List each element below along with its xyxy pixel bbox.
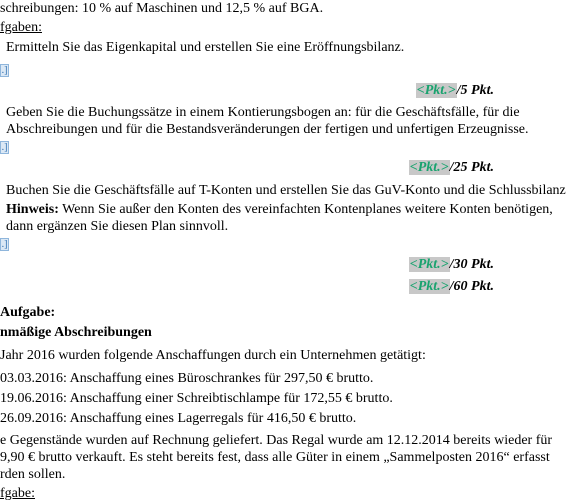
purchase-item-3: 26.09.2016: Anschaffung eines Lagerregals für 416,50 € brutto. [0, 411, 357, 426]
hint-line-2: dann ergänzen Sie diesen Plan sinnvoll. [6, 219, 229, 234]
placeholder-box-3: .] [1, 239, 8, 250]
placeholder-box-1: .] [1, 65, 8, 76]
points-value: /60 Pkt. [449, 279, 494, 294]
hint-line-1 [6, 202, 553, 218]
task-1-text: Ermitteln Sie das Eigenkapital und erstellen Sie eine Eröffnungsbilanz. [6, 40, 405, 55]
text-line-abschreibungen: schreibungen: 10 % auf Maschinen und 12,5 % auf BGA. [0, 1, 324, 16]
paragraph-line-1: e Gegenstände wurden auf Rechnung geliefert. Das Regal wurde am 12.12.2014 bereits wieder für [0, 433, 553, 448]
points-tag: <Pkt.> [409, 160, 449, 175]
points-tag: <Pkt.> [409, 279, 449, 294]
task-2-text-line-1: Geben Sie die Buchungssätze in einem Kontierungsbogen an: für die Geschäftsfälle, für die [6, 105, 520, 120]
task-2-text-line-2: Abschreibungen und für die Bestandsveränderungen der fertigen und unfertigen Erzeugnisse. [6, 122, 529, 137]
purchase-item-1: 03.03.2016: Anschaffung eines Büroschrankes für 297,50 € brutto. [0, 371, 374, 386]
points-line-1 [416, 83, 494, 99]
heading-aufgabe-bottom: fgabe: [0, 486, 35, 501]
purchase-item-2: 19.06.2016: Anschaffung einer Schreibtischlampe für 172,55 € brutto. [0, 391, 393, 406]
points-line-2 [409, 160, 494, 176]
intro-text: Jahr 2016 wurden folgende Anschaffungen durch ein Unternehmen getätigt: [0, 348, 426, 363]
task-3-text: Buchen Sie die Geschäftsfälle auf T-Konten und erstellen Sie das GuV-Konto und die Schlussbilanz [6, 183, 566, 198]
hint-label: Hinweis: [6, 202, 59, 217]
heading-aufgabe: Aufgabe: [0, 305, 56, 320]
points-value: /30 Pkt. [449, 257, 494, 272]
hint-text: Wenn Sie außer den Konten des vereinfachten Kontenplanes weitere Konten benötigen, [58, 202, 553, 217]
paragraph-line-2: 9,90 € brutto verkauft. Es steht bereits fest, dass alle Güter in einem „Sammelposten 2016“ erfasst [0, 450, 550, 465]
points-line-3 [409, 257, 494, 273]
points-value: /25 Pkt. [449, 160, 494, 175]
points-value: /5 Pkt. [456, 83, 494, 98]
points-line-4 [409, 279, 494, 295]
paragraph-line-3: rden sollen. [0, 467, 66, 482]
points-tag: <Pkt.> [409, 257, 449, 272]
points-tag: <Pkt.> [416, 83, 456, 98]
heading-planmaessige-abschreibungen: nmäßige Abschreibungen [0, 325, 152, 340]
heading-aufgaben: fgaben: [0, 20, 42, 35]
placeholder-box-2: .] [1, 142, 8, 153]
